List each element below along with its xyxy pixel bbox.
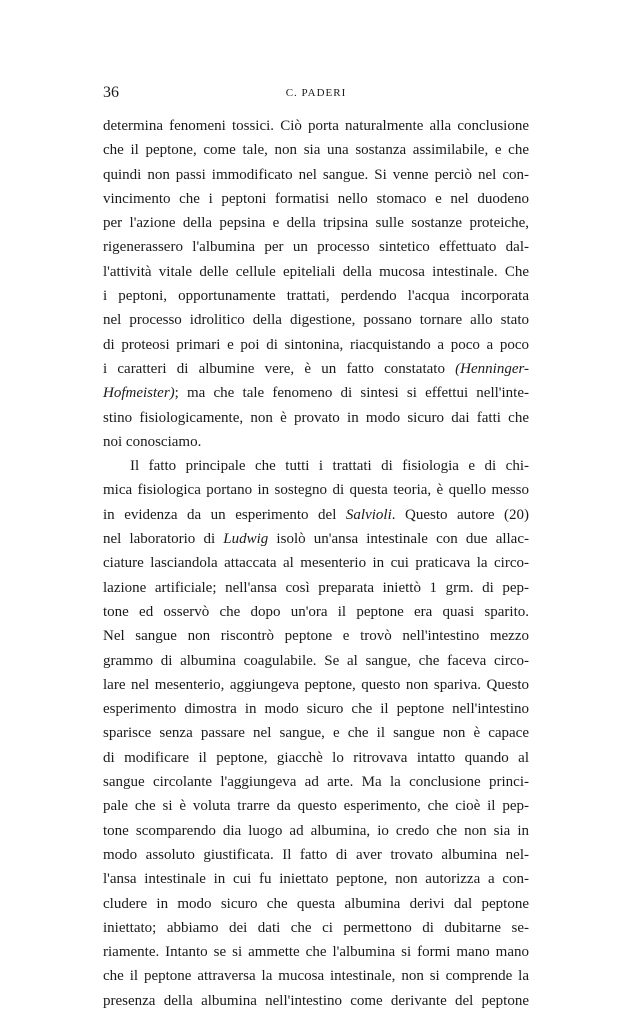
page-number: 36	[103, 84, 119, 101]
text-line: rigenerassero l'albumina per un processo sintetico effettuato dal-	[103, 239, 529, 256]
text-line: lazione artificiale; nell'ansa così preparata iniettò 1 grm. di pep-	[103, 579, 529, 596]
text-line: iniettato; abbiamo dei dati che ci permettono di dubitarne se-	[103, 919, 529, 936]
text-line: cludere in modo sicuro che questa albumina derivi dal peptone	[103, 895, 529, 912]
text-line: grammo di albumina coagulabile. Se al sangue, che faceva circo-	[103, 652, 529, 669]
page-header	[103, 84, 529, 108]
text-line: pale che si è voluta trarre da questo esperimento, che cioè il pep-	[103, 798, 529, 815]
running-head: C. PADERI	[285, 87, 347, 99]
text-segment: in evidenza da un esperimento del	[103, 506, 337, 523]
text-line: l'attività vitale delle cellule epiteliali della mucosa intestinale. Che	[103, 263, 529, 280]
text-line: riamente. Intanto se si ammette che l'albumina si formi mano mano	[103, 944, 529, 961]
author-ludwig: Ludwig	[223, 531, 269, 548]
paragraph-2	[103, 454, 529, 1013]
text-line: di proteosi primari e poi di sintonina, riacquistando a poco a poco	[103, 336, 529, 353]
text-line: Il fatto principale che tutti i trattati di fisiologia e di chi-	[130, 458, 529, 475]
text-segment: . Questo autore (20)	[391, 506, 530, 523]
text-line: quindi non passi immodificato nel sangue. Si venne perciò nel con-	[103, 166, 529, 183]
text-line: modo assoluto giustificata. Il fatto di aver trovato albumina nel-	[103, 846, 529, 863]
text-line: i peptoni, opportunamente trattati, perdendo l'acqua incorporata	[103, 288, 529, 305]
text-line: noi conosciamo.	[103, 433, 202, 450]
text-line	[103, 381, 529, 405]
text-line: lare nel mesenterio, aggiungeva peptone, questo non spariva. Questo	[103, 676, 529, 693]
text-line	[103, 357, 529, 381]
author-salvioli: Salvioli	[345, 506, 392, 523]
text-line: di modificare il peptone, giacchè lo ritrovava intatto quando al	[103, 749, 529, 766]
paragraph-1	[103, 114, 529, 454]
citation-hofmeister: Hofmeister)	[103, 385, 175, 402]
text-segment: isolò un'ansa intestinale con due allac-	[268, 531, 529, 548]
text-line: che il peptone, come tale, non sia una sostanza assimilabile, e che	[103, 142, 529, 159]
text-line: presenza della albumina nell'intestino come derivante del peptone	[103, 992, 529, 1009]
text-line: tone ed osservò che dopo un'ora il peptone era quasi sparito.	[103, 603, 529, 620]
text-line: Nel sangue non riscontrò peptone e trovò nell'intestino mezzo	[103, 628, 529, 645]
text-line: vincimento che i peptoni formatisi nello stomaco e nel duodeno	[103, 190, 529, 207]
text-line	[103, 527, 529, 551]
text-line: l'ansa intestinale in cui fu iniettato peptone, non autorizza a con-	[103, 871, 529, 888]
text-segment: ; ma che tale fenomeno di sintesi si effettui nell'inte-	[174, 385, 529, 402]
book-page	[103, 84, 529, 1013]
text-line: esperimento dimostra in modo sicuro che il peptone nell'intestino	[103, 701, 529, 718]
body-text	[103, 114, 529, 1013]
citation-henninger: (Henninger-	[455, 360, 530, 377]
text-line: mica fisiologica portano in sostegno di questa teoria, è quello messo	[103, 482, 529, 499]
text-line: ciature lasciandola attaccata al mesenterio in cui praticava la circo-	[103, 555, 529, 572]
text-line: nel processo idrolitico della digestione, possano tornare allo stato	[103, 312, 529, 329]
text-line: sparisce senza passare nel sangue, e che il sangue non è capace	[103, 725, 529, 742]
text-line: per l'azione della pepsina e della tripsina sulle sostanze proteiche,	[103, 215, 529, 232]
text-line: sangue circolante l'aggiungeva ad arte. Ma la conclusione princi-	[103, 774, 529, 791]
text-segment: i caratteri di albumine vere, è un fatto constatato	[103, 360, 445, 377]
text-segment: nel laboratorio di	[103, 531, 216, 548]
text-line: tone scomparendo dia luogo ad albumina, io credo che non sia in	[103, 822, 529, 839]
text-line: che il peptone attraversa la mucosa intestinale, non si comprende la	[103, 968, 529, 985]
text-line: stino fisiologicamente, non è provato in modo sicuro dai fatti che	[103, 409, 529, 426]
text-line	[103, 503, 529, 527]
text-line: determina fenomeni tossici. Ciò porta naturalmente alla conclusione	[103, 118, 529, 134]
